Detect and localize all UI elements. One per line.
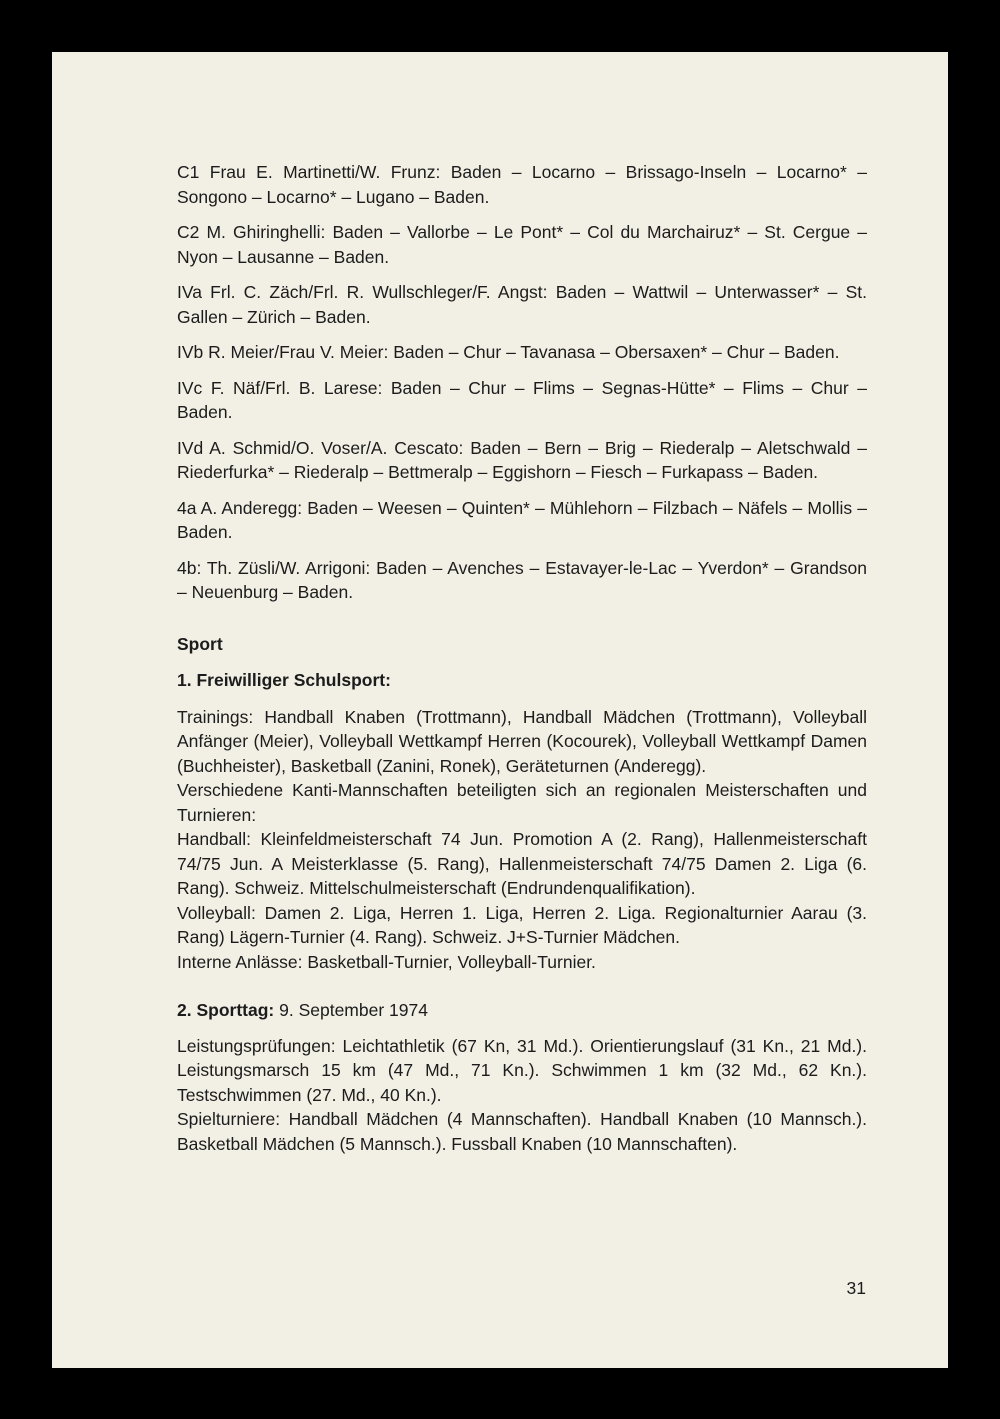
excursion-ivb: IVb R. Meier/Frau V. Meier: Baden – Chur – Tavanasa – Obersaxen* – Chur – Baden.: [177, 342, 840, 362]
sporttag-leistungspruefungen: Leistungsprüfungen: Leichtathletik (67 Kn, 31 Md.). Orientierungslauf (31 Kn., 21 Md.). Leistungsmarsch 15 km (47 Md., 71 Kn.). Schwimmen 1 km (32 Md., 62 Kn.). Testschwimmen (27. Md., 40 Kn.).: [177, 1035, 867, 1105]
excursion-4a: 4a A. Anderegg: Baden – Weesen – Quinten* – Mühlehorn – Filzbach – Näfels – Mollis – Baden.: [177, 497, 867, 542]
sport-heading: Sport: [177, 633, 223, 654]
document-page: [52, 52, 948, 1368]
excursion-c2: C2 M. Ghiringhelli: Baden – Vallorbe – Le Pont* – Col du Marchairuz* – St. Cergue – Nyon – Lausanne – Baden.: [177, 222, 867, 267]
sporttag-spielturniere: Spielturniere: Handball Mädchen (4 Mannschaften). Handball Knaben (10 Mannsch.). Basketball Mädchen (5 Mannsch.). Fussball Knaben (10 Mannschaften).: [177, 1109, 867, 1154]
page-number: 31: [846, 1278, 866, 1298]
excursion-c1: C1 Frau E. Martinetti/W. Frunz: Baden – Locarno – Brissago-Inseln – Locarno* – Songono – Locarno* – Lugano – Baden.: [177, 162, 867, 207]
schulsport-handball: Handball: Kleinfeldmeisterschaft 74 Jun. Promotion A (2. Rang), Hallenmeisterschaft 74/75 Jun. A Meisterklasse (5. Rang), Hallenmeisterschaft 74/75 Damen 2. Liga (6. Rang). Schweiz. Mittelschulmeisterschaft (Endrundenqualifikation).: [177, 829, 867, 898]
schulsport-trainings: Trainings: Handball Knaben (Trottmann), Handball Mädchen (Trottmann), Volleyball Anfänger (Meier), Volleyball Wettkampf Herren (Kocourek), Volleyball Wettkampf Damen (Buchheister), Basketball (Zanini, Ronek), Geräteturnen (Anderegg).: [177, 706, 867, 776]
page-content: [177, 160, 867, 1156]
excursion-list: [177, 160, 867, 605]
schulsport-volleyball: Volleyball: Damen 2. Liga, Herren 1. Liga, Herren 2. Liga. Regionalturnier Aarau (3. Rang) Lägern-Turnier (4. Rang). Schweiz. J+S-Turnier Mädchen.: [177, 902, 867, 947]
excursion-4b: 4b: Th. Züsli/W. Arrigoni: Baden – Avenches – Estavayer-le-Lac – Yverdon* – Grandson – Neuenburg – Baden.: [177, 557, 867, 602]
schulsport-interne-anlaesse: Interne Anlässe: Basketball-Turnier, Volleyball-Turnier.: [177, 951, 596, 972]
schulsport-heading: 1. Freiwilliger Schulsport:: [177, 670, 391, 690]
schulsport-text: [177, 705, 867, 975]
schulsport-meisterschaften: Verschiedene Kanti-Mannschaften beteiligten sich an regionalen Meisterschaften und Turnieren:: [177, 780, 867, 825]
sporttag-heading: [177, 998, 867, 1023]
sporttag-label: 2. Sporttag:: [177, 1000, 275, 1020]
excursion-iva: IVa Frl. C. Zäch/Frl. R. Wullschleger/F. Angst: Baden – Wattwil – Unterwasser* – St. Gallen – Zürich – Baden.: [177, 282, 867, 327]
excursion-ivc: IVc F. Näf/Frl. B. Larese: Baden – Chur – Flims – Segnas-Hütte* – Flims – Chur – Baden.: [177, 377, 867, 422]
sporttag-text: [177, 1034, 867, 1157]
excursion-ivd: IVd A. Schmid/O. Voser/A. Cescato: Baden – Bern – Brig – Riederalp – Aletschwald – Riederfurka* – Riederalp – Bettmeralp – Eggishorn – Fiesch – Furkapass – Baden.: [177, 437, 867, 482]
sporttag-date: 9. September 1974: [279, 1000, 428, 1020]
